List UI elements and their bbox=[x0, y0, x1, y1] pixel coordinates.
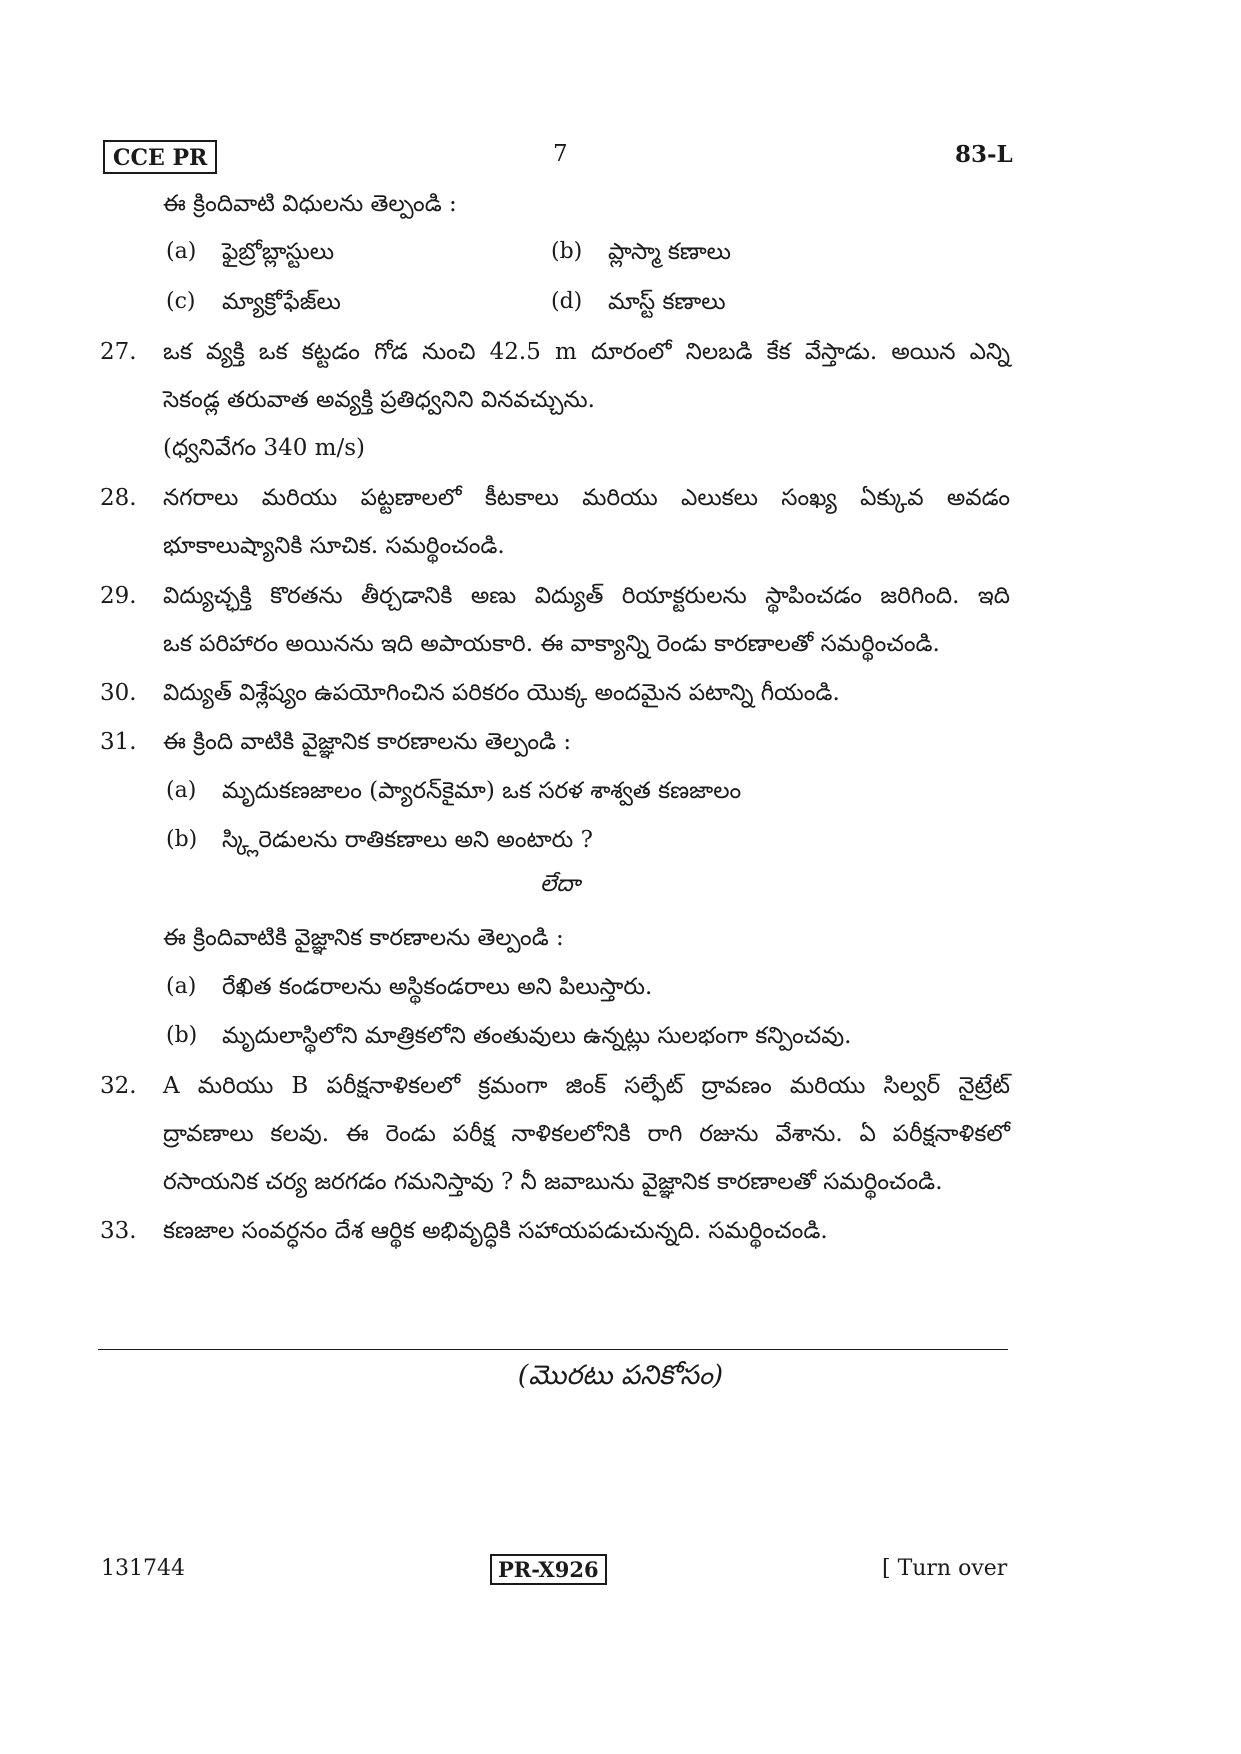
q28-number: 28. bbox=[100, 485, 137, 511]
paper-code: 83-L bbox=[955, 141, 1013, 168]
series-badge: CCE PR bbox=[103, 140, 217, 174]
q31-alt-b-text: మృదులాస్థిలోని మాత్రికలోని తంతువులు ఉన్నట్లు సులభంగా కన్పించవు. bbox=[222, 1023, 852, 1049]
q26-option-c-label: (c) bbox=[166, 289, 196, 314]
page-number: 7 bbox=[553, 141, 568, 167]
q26-option-b: ప్లాస్మా కణాలు bbox=[608, 239, 731, 265]
q28-line-2: భూకాలుష్యానికి సూచిక. సమర్థించండి. bbox=[163, 533, 505, 559]
or-separator: లేదా bbox=[540, 871, 581, 897]
q33-line-1: కణజాల సంవర్ధనం దేశ ఆర్థిక అభివృద్ధికి సహాయపడుచున్నది. సమర్థించండి. bbox=[163, 1218, 828, 1244]
q32-line-1: A మరియు B పరీక్షనాళికలలో క్రమంగా జింక్ సల్ఫేట్ ద్రావణం మరియు సిల్వర్ నైట్రేట్ bbox=[163, 1073, 1010, 1099]
q31-a-label: (a) bbox=[166, 778, 197, 803]
q31-alt-b-label: (b) bbox=[166, 1023, 198, 1048]
q29-line-1: విద్యుచ్ఛక్తి కొరతను తీర్చడానికి అణు విద్యుత్ రియాక్టరులను స్థాపించడం జరిగింది. ఇది bbox=[163, 583, 1010, 609]
rough-work-heading: (మొరటు పనికోసం) bbox=[517, 1360, 724, 1391]
q30-line-1: విద్యుత్ విశ్లేష్యం ఉపయోగించిన పరికరం యొక్క అందమైన పటాన్ని గీయండి. bbox=[163, 680, 840, 706]
footer-code: PR-X926 bbox=[490, 1554, 607, 1585]
q31-alt-a-text: రేఖిత కండరాలను అస్థికండరాలు అని పిలుస్తారు. bbox=[222, 974, 653, 1000]
q26-option-d-label: (d) bbox=[551, 289, 583, 314]
q28-line-1: నగరాలు మరియు పట్టణాలలో కీటకాలు మరియు ఎలుకలు సంఖ్య ఏక్కువ అవడం bbox=[163, 485, 1010, 511]
q26-option-a-label: (a) bbox=[166, 239, 197, 264]
q29-line-2: ఒక పరిహారం అయినను ఇది అపాయకారి. ఈ వాక్యాన్ని రెండు కారణాలతో సమర్థించండి. bbox=[163, 631, 940, 657]
q32-number: 32. bbox=[100, 1073, 137, 1099]
q31-b-text: స్క్లిరెడులను రాతికణాలు అని అంటారు ? bbox=[222, 827, 593, 853]
q27-line-2: సెకండ్ల తరువాత అవ్యక్తి ప్రతిధ్వనిని వినవచ్చును. bbox=[163, 387, 595, 413]
q31-alt-a-label: (a) bbox=[166, 974, 197, 999]
q26-prompt: ఈ క్రిందివాటి విధులను తెల్పండి : bbox=[163, 191, 457, 217]
footer-serial: 131744 bbox=[101, 1556, 185, 1581]
q27-line-1: ఒక వ్యక్తి ఒక కట్టడం గోడ నుంచి 42.5 m దూరంలో నిలబడి కేక వేస్తాడు. అయిన ఎన్ని bbox=[163, 339, 1010, 365]
q32-line-2: ద్రావణాలు కలవు. ఈ రెండు పరీక్ష నాళికలలోనికి రాగి రజును వేశాను. ఏ పరీక్షనాళికలో bbox=[163, 1121, 1010, 1147]
q27-number: 27. bbox=[100, 339, 137, 365]
q31-a-text: మృదుకణజాలం (ప్యారన్‌కైమా) ఒక సరళ శాశ్వత కణజాలం bbox=[222, 778, 742, 804]
q27-line-3: (ధ్వనివేగం 340 m/s) bbox=[163, 435, 366, 461]
q26-option-c: మ్యాక్రోఫేజ్‌లు bbox=[222, 289, 341, 315]
q32-line-3: రసాయనిక చర్య జరగడం గమనిస్తావు ? నీ జవాబును వైజ్ఞానిక కారణాలతో సమర్థించండి. bbox=[163, 1169, 943, 1195]
q30-number: 30. bbox=[100, 680, 137, 706]
q26-option-b-label: (b) bbox=[551, 239, 583, 264]
q31-alt-prompt: ఈ క్రిందివాటికి వైజ్ఞానిక కారణాలను తెల్పండి : bbox=[163, 925, 564, 951]
q26-option-d: మాస్ట్ కణాలు bbox=[608, 289, 726, 315]
q33-number: 33. bbox=[100, 1218, 137, 1244]
q31-b-label: (b) bbox=[166, 827, 198, 852]
turn-over-note: [ Turn over bbox=[882, 1556, 1008, 1581]
separator-line bbox=[98, 1349, 1008, 1350]
q31-number: 31. bbox=[100, 729, 137, 755]
q26-option-a: ఫైబ్రోబ్లాస్టులు bbox=[222, 239, 335, 265]
q29-number: 29. bbox=[100, 583, 137, 609]
q31-prompt: ఈ క్రింది వాటికి వైజ్ఞానిక కారణాలను తెల్పండి : bbox=[163, 729, 572, 755]
